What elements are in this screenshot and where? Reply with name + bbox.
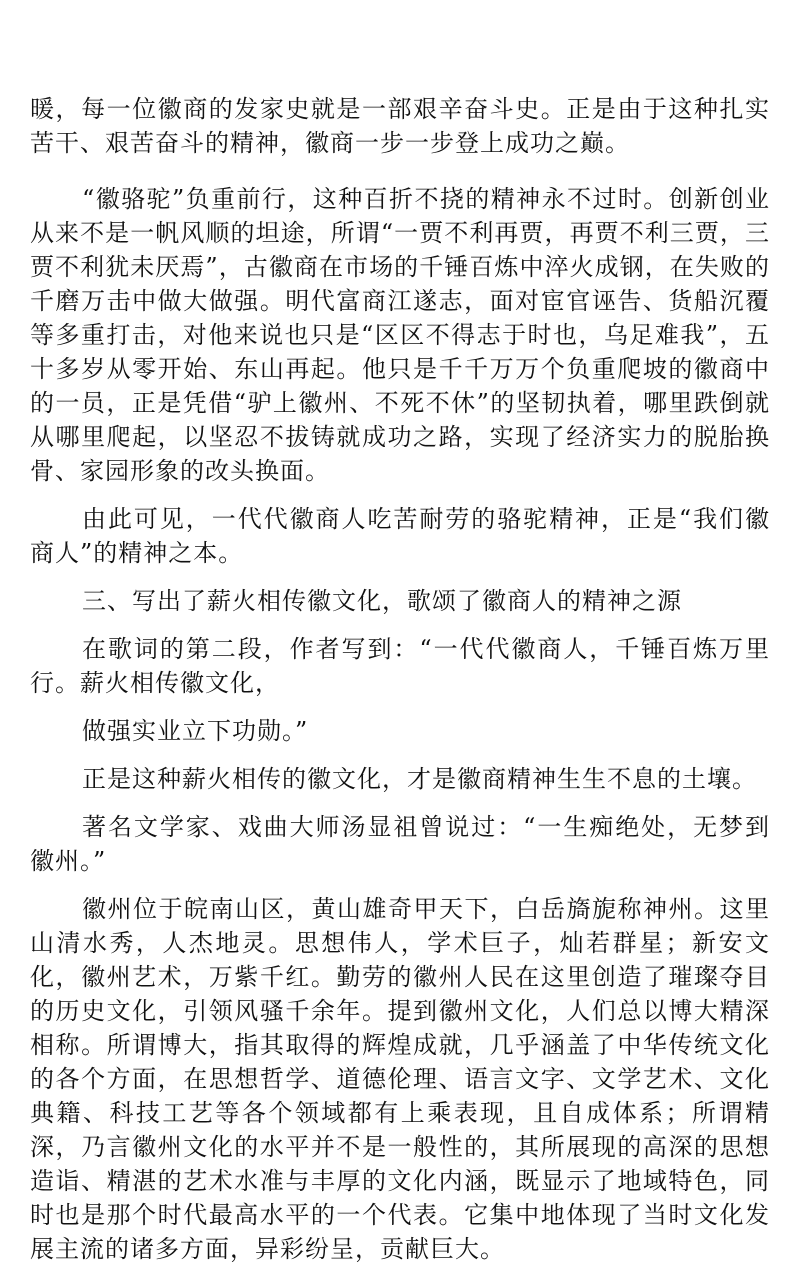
- paragraph-lyrics-continued: 做强实业立下功勋。”: [82, 717, 309, 745]
- paragraph-conclusion: 由此可见，一代代徽商人吃苦耐劳的骆驼精神，正是“我们徽商人”的精神之本。: [30, 505, 770, 567]
- paragraph-soil: 正是这种薪火相传的徽文化，才是徽商精神生生不息的土壤。: [82, 765, 757, 793]
- paragraph-continued: 暖，每一位徽商的发家史就是一部艰辛奋斗史。正是由于这种扎实苦干、艰苦奋斗的精神，徽商一步一步登上成功之巅。: [30, 95, 770, 157]
- paragraph-lyrics: 在歌词的第二段，作者写到：“一代代徽商人，千锤百炼万里行。薪火相传徽文化，: [30, 635, 770, 697]
- document-page: [30, 92, 770, 1280]
- paragraph-quote: 著名文学家、戏曲大师汤显祖曾说过：“一生痴绝处，无梦到徽州。”: [30, 813, 770, 875]
- section-heading: 三、写出了薪火相传徽文化，歌颂了徽商人的精神之源: [82, 587, 682, 615]
- paragraph-huizhou-culture: 徽州位于皖南山区，黄山雄奇甲天下，白岳旖旎称神州。这里山清水秀，人杰地灵。思想伟人，学术巨子，灿若群星；新安文化，徽州艺术，万紫千红。勤劳的徽州人民在这里创造了璀璨夺目的历史文化，引领风骚千余年。提到徽州文化，人们总以博大精深相称。所谓博大，指其取得的辉煌成就，几乎涵盖了中华传统文化的各个方面，在思想哲学、道德伦理、语言文字、文学艺术、文化典籍、科技工艺等各个领域都有上乘表现，且自成体系；所谓精深，乃言徽州文化的水平并不是一般性的，其所展现的高深的思想造诣、精湛的艺术水准与丰厚的文化内涵，既显示了地域特色，同时也是那个时代最高水平的一个代表。它集中地体现了当时文化发展主流的诸多方面，异彩纷呈，贡献巨大。: [30, 895, 770, 1263]
- paragraph-camel-spirit: “徽骆驼”负重前行，这种百折不挠的精神永不过时。创新创业从来不是一帆风顺的坦途，所谓“一贾不利再贾，再贾不利三贾，三贾不利犹未厌焉”，古徽商在市场的千锤百炼中淬火成钢，在失败的千磨万击中做大做强。明代富商江遂志，面对宦官诬告、货船沉覆等多重打击，对他来说也只是“区区不得志于时也，乌足难我”，五十多岁从零开始、东山再起。他只是千千万万个负重爬坡的徽商中的一员，正是凭借“驴上徽州、不死不休”的坚韧执着，哪里跌倒就从哪里爬起，以坚忍不拔铸就成功之路，实现了经济实力的脱胎换骨、家园形象的改头换面。: [30, 185, 770, 485]
